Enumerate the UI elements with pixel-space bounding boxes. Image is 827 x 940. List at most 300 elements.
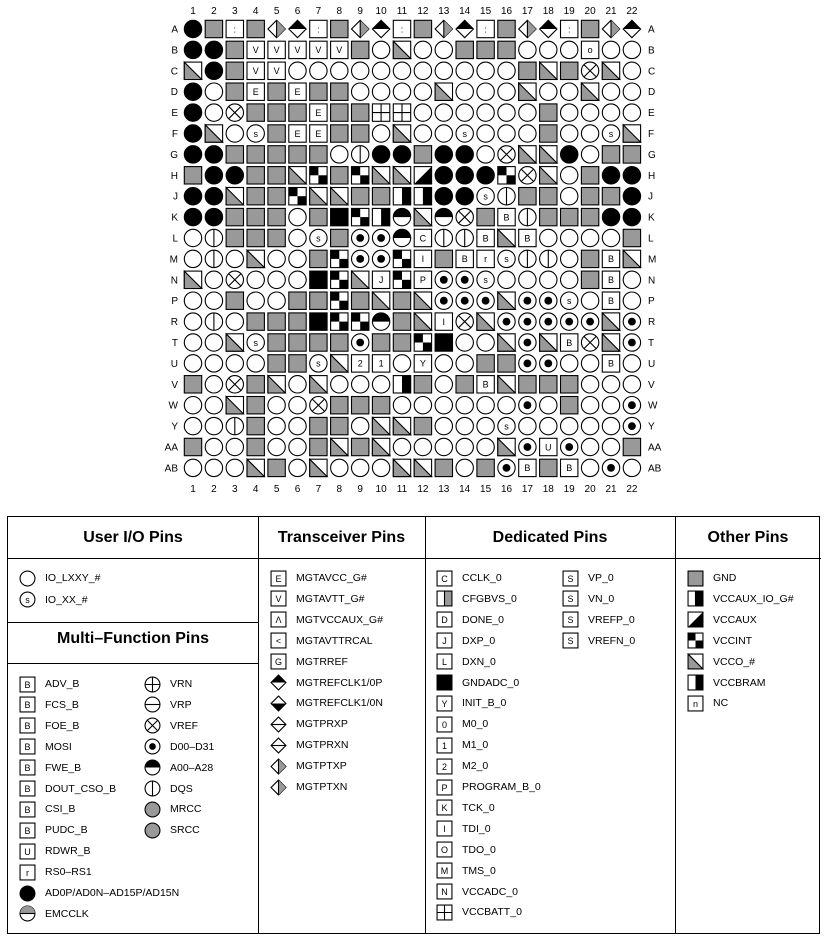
row-label-right: B [648, 45, 655, 57]
pin-AA8 [331, 438, 348, 455]
svg-text:U: U [24, 846, 31, 857]
svg-text::: : [484, 24, 487, 35]
pin-U20 [581, 355, 598, 372]
svg-text::: : [233, 24, 237, 35]
pin-P20 [581, 292, 598, 309]
pin-D2 [205, 83, 222, 100]
pin-H22 [623, 167, 640, 184]
pin-T15 [477, 334, 494, 351]
pin-C1 [184, 62, 201, 79]
pin-L1 [184, 229, 201, 246]
pin-W1 [184, 397, 201, 414]
pin-G5 [268, 146, 285, 163]
legend-label: VCCINT [713, 634, 753, 647]
pin-C22 [623, 62, 640, 79]
pin-P16 [498, 292, 515, 309]
svg-text:s: s [504, 421, 509, 432]
pin-H4 [247, 167, 264, 184]
pin-N7 [310, 271, 327, 288]
pin-J18 [540, 188, 557, 205]
pin-A8 [331, 20, 348, 37]
svg-text:B: B [24, 741, 31, 752]
box-black-icon [436, 674, 453, 691]
pin-G6 [289, 146, 306, 163]
svg-text:<: < [275, 635, 282, 646]
col-label-bottom: 17 [521, 483, 533, 495]
pin-AA11 [393, 438, 410, 455]
pin-E22 [623, 104, 640, 121]
row-label-left: G [170, 149, 178, 161]
legend-entry [436, 633, 495, 649]
legend-label: FCS_B [45, 698, 79, 711]
pin-R6 [289, 313, 306, 330]
pin-K10 [372, 208, 389, 225]
svg-text:2: 2 [441, 761, 448, 772]
pin-AB13 [435, 459, 452, 476]
legend-label: MRCC [170, 803, 202, 816]
pin-AB4 [247, 459, 264, 476]
legend-entry [270, 591, 364, 607]
box-K-icon [436, 799, 453, 816]
pin-C2 [205, 62, 222, 79]
legend-entry [270, 654, 348, 670]
row-label-left: B [171, 45, 178, 57]
pin-T12 [414, 334, 431, 351]
pin-AA7 [310, 438, 327, 455]
col-label-bottom: 12 [417, 483, 429, 495]
pin-W8 [331, 397, 348, 414]
pin-D14 [456, 83, 473, 100]
svg-text:S: S [567, 594, 574, 605]
transceiver-column [258, 517, 425, 933]
pin-P3 [226, 292, 243, 309]
pin-W21 [602, 397, 619, 414]
pin-G1 [184, 146, 201, 163]
pin-F18 [540, 125, 557, 142]
pin-B19 [561, 41, 578, 58]
pin-AA22 [623, 438, 640, 455]
pin-A17 [519, 20, 536, 37]
pin-AA4 [247, 438, 264, 455]
pin-M16 [498, 250, 515, 267]
legend-label: D00–D31 [170, 740, 215, 753]
pin-F6 [289, 125, 306, 142]
row-label-right: A [648, 24, 655, 36]
legend-label: SRCC [170, 824, 200, 837]
pin-M19 [561, 250, 578, 267]
pin-D7 [310, 83, 327, 100]
pin-H9 [352, 167, 369, 184]
pin-K11 [393, 208, 410, 225]
pin-F14 [456, 125, 473, 142]
pin-U8 [331, 355, 348, 372]
col-label-top: 11 [396, 6, 408, 17]
box-B-icon [19, 759, 36, 776]
pin-V6 [289, 376, 306, 393]
pin-P8 [331, 292, 348, 309]
svg-text:E: E [315, 128, 322, 139]
svg-text:s: s [253, 337, 258, 348]
pin-U17 [519, 355, 536, 372]
gray-box-icon [687, 570, 704, 587]
svg-text::: : [317, 24, 320, 35]
pin-D17 [519, 83, 536, 100]
row-label-right: G [648, 149, 656, 161]
pin-A5 [268, 20, 285, 37]
box-B-icon [19, 780, 36, 797]
pin-B9 [352, 41, 369, 58]
pin-K8 [331, 208, 348, 225]
svg-text:B: B [461, 254, 468, 265]
pin-G15 [477, 146, 494, 163]
box-Λ-icon [270, 611, 287, 628]
svg-text:s: s [25, 594, 30, 605]
pin-AA13 [435, 438, 452, 455]
pin-W10 [372, 397, 389, 414]
box-1-icon [436, 737, 453, 754]
legend-entry [562, 591, 614, 607]
pin-L6 [289, 229, 306, 246]
pin-M18 [540, 250, 557, 267]
svg-text:E: E [294, 128, 301, 139]
pin-D16 [498, 83, 515, 100]
box-r-icon [19, 864, 36, 881]
pin-W16 [498, 397, 515, 414]
pin-G21 [602, 146, 619, 163]
col-label-top: 8 [336, 6, 343, 17]
legend-entry [19, 592, 88, 608]
row-label-right: J [648, 191, 653, 203]
legend-entry [19, 822, 88, 838]
pin-M3 [226, 250, 243, 267]
svg-text:V: V [294, 45, 301, 56]
pin-T17 [519, 334, 536, 351]
svg-text:P: P [441, 782, 448, 793]
pin-W15 [477, 397, 494, 414]
col-label-top: 10 [375, 6, 387, 17]
pin-H14 [456, 167, 473, 184]
svg-text:B: B [24, 721, 31, 732]
legend-label: IO_LXXY_# [45, 572, 101, 584]
pin-R16 [498, 313, 515, 330]
multi-function-header: Multi–Function Pins [57, 630, 209, 647]
pin-U22 [623, 355, 640, 372]
svg-text:O: O [440, 844, 449, 855]
pin-AB9 [352, 459, 369, 476]
pin-P10 [372, 292, 389, 309]
col-label-top: 1 [190, 6, 196, 17]
pin-J21 [602, 188, 619, 205]
pin-M21 [602, 250, 619, 267]
pin-R19 [561, 313, 578, 330]
legend-label: TDI_0 [462, 822, 491, 835]
col-label-top: 3 [232, 6, 238, 17]
row-label-left: V [171, 379, 178, 391]
pin-A11 [393, 20, 410, 37]
pin-B7 [310, 41, 327, 58]
pin-A10 [372, 20, 389, 37]
row-label-left: U [170, 358, 178, 370]
pin-W14 [456, 397, 473, 414]
row-label-left: H [170, 170, 178, 182]
legend-label: VCCADC_0 [462, 885, 519, 898]
legend-entry [19, 760, 81, 776]
pin-D4 [247, 83, 264, 100]
pin-A3 [226, 20, 243, 37]
pin-T21 [602, 334, 619, 351]
row-label-right: AB [648, 463, 662, 475]
svg-text:B: B [24, 783, 31, 794]
svg-text:s: s [566, 296, 572, 306]
pin-U11 [393, 355, 410, 372]
legend-entry [562, 612, 635, 628]
col-label-bottom: 11 [396, 483, 408, 495]
svg-text:E: E [252, 87, 259, 97]
legend-label: VCCO_# [713, 655, 756, 668]
pin-E17 [519, 104, 536, 121]
pin-M2 [205, 250, 222, 267]
pin-K17 [519, 208, 536, 225]
row-label-right: T [648, 338, 655, 349]
pin-W6 [289, 397, 306, 414]
svg-text:B: B [24, 679, 31, 690]
pin-J6 [289, 188, 306, 205]
svg-text::: : [400, 24, 404, 35]
pin-W7 [310, 397, 327, 414]
pin-F11 [393, 125, 410, 142]
legend-entry [19, 843, 91, 859]
pin-C18 [540, 62, 557, 79]
pin-J9 [352, 188, 369, 205]
pin-P12 [414, 292, 431, 309]
pin-A9 [352, 20, 369, 37]
pin-V10 [372, 376, 389, 393]
box-D-icon [436, 611, 453, 628]
pin-J13 [435, 188, 452, 205]
pin-Y7 [310, 417, 327, 434]
pin-C11 [393, 62, 410, 79]
col-label-top: 19 [563, 6, 575, 17]
col-label-bottom: 9 [357, 483, 363, 495]
pin-K7 [310, 208, 327, 225]
pin-F9 [352, 125, 369, 142]
pin-J8 [331, 188, 348, 205]
pin-K12 [414, 208, 431, 225]
pin-W2 [205, 397, 222, 414]
pin-T5 [268, 334, 285, 351]
box-V-icon [270, 590, 287, 607]
legend-label: VREF [170, 719, 199, 732]
pin-P1 [184, 292, 201, 309]
legend-label: FOE_B [45, 719, 80, 732]
pin-A16 [498, 20, 515, 37]
pin-W13 [435, 397, 452, 414]
dedicated-column [425, 517, 675, 933]
svg-text:E: E [294, 87, 301, 97]
pin-W11 [393, 397, 410, 414]
pin-AA10 [372, 438, 389, 455]
pin-C13 [435, 62, 452, 79]
legend-label: VRN [170, 678, 193, 690]
pin-C4 [247, 62, 264, 79]
row-label-right: U [648, 358, 656, 370]
svg-text:2: 2 [357, 358, 363, 369]
box-half-gray-icon [687, 590, 704, 607]
pin-P13 [435, 292, 452, 309]
row-label-left: P [171, 296, 178, 308]
pin-A15 [477, 20, 494, 37]
pin-C21 [602, 62, 619, 79]
svg-text:s: s [483, 275, 488, 286]
pin-D21 [602, 83, 619, 100]
pin-J12 [414, 188, 431, 205]
pin-N15 [477, 271, 494, 288]
pin-L16 [498, 229, 515, 246]
pin-R10 [372, 313, 389, 330]
pin-AB20 [581, 459, 598, 476]
pin-V17 [519, 376, 536, 393]
pin-D12 [414, 83, 431, 100]
pin-K18 [540, 208, 557, 225]
row-label-right: D [648, 87, 656, 99]
pin-P19 [561, 292, 578, 309]
pin-K13 [435, 208, 452, 225]
svg-text:B: B [503, 212, 510, 223]
pin-M8 [331, 250, 348, 267]
pin-K14 [456, 208, 473, 225]
svg-text::: : [567, 24, 571, 35]
pin-P18 [540, 292, 557, 309]
row-label-left: W [168, 400, 178, 412]
legend-entry [436, 758, 488, 774]
pin-P17 [519, 292, 536, 309]
pin-R20 [581, 313, 598, 330]
pin-C20 [581, 62, 598, 79]
pin-H11 [393, 167, 410, 184]
col-label-top: 18 [542, 6, 554, 17]
pin-L14 [456, 229, 473, 246]
box-2-icon [436, 758, 453, 775]
pin-U5 [268, 355, 285, 372]
pin-R2 [205, 313, 222, 330]
pin-C7 [310, 62, 327, 79]
col-label-bottom: 13 [438, 483, 450, 495]
pin-R7 [310, 313, 327, 330]
pin-T9 [352, 334, 369, 351]
svg-text:U: U [545, 442, 552, 453]
pin-AA16 [498, 438, 515, 455]
pin-G2 [205, 146, 222, 163]
legend-entry [436, 842, 496, 858]
pin-L12 [414, 229, 431, 246]
pin-AB8 [331, 459, 348, 476]
box-plus-icon [436, 904, 453, 921]
pin-F15 [477, 125, 494, 142]
row-label-left: J [173, 191, 178, 203]
pin-F2 [205, 125, 222, 142]
pin-V14 [456, 376, 473, 393]
pin-C9 [352, 62, 369, 79]
row-label-right: F [648, 129, 655, 140]
col-label-bottom: 14 [459, 483, 471, 495]
pin-F21 [602, 125, 619, 142]
pin-W9 [352, 397, 369, 414]
pin-F13 [435, 125, 452, 142]
pin-AA6 [289, 438, 306, 455]
row-label-left: M [169, 254, 178, 266]
pin-D9 [352, 83, 369, 100]
pin-R21 [602, 313, 619, 330]
pin-P15 [477, 292, 494, 309]
legend-entry [19, 739, 72, 755]
svg-text:B: B [607, 296, 615, 306]
pin-U12 [414, 355, 431, 372]
pin-G11 [393, 146, 410, 163]
pin-Y3 [226, 417, 243, 434]
row-label-right: L [648, 233, 654, 245]
pin-B12 [414, 41, 431, 58]
pin-T18 [540, 334, 557, 351]
pin-P22 [623, 292, 640, 309]
half-circle-icon [144, 759, 161, 776]
row-label-left: R [170, 317, 178, 329]
legend-label: M0_0 [462, 718, 489, 731]
legend-label: AD0P/AD0N–AD15P/AD15N [45, 887, 180, 899]
pin-T8 [331, 334, 348, 351]
pin-J10 [372, 188, 389, 205]
pin-M17 [519, 250, 536, 267]
pin-N5 [268, 271, 285, 288]
legend-entry [270, 695, 383, 711]
legend-entry [436, 821, 491, 837]
pin-AA12 [414, 438, 431, 455]
svg-text:N: N [441, 886, 448, 897]
svg-text:B: B [24, 825, 31, 836]
pin-B4 [247, 41, 264, 58]
svg-text:s: s [608, 128, 614, 139]
svg-text:0: 0 [441, 719, 448, 730]
pin-T11 [393, 334, 410, 351]
pin-C14 [456, 62, 473, 79]
pin-J4 [247, 188, 264, 205]
pin-D6 [289, 83, 306, 100]
pin-AB7 [310, 459, 327, 476]
row-label-right: C [648, 66, 656, 78]
pin-Y22 [623, 417, 640, 434]
col-label-top: 4 [252, 6, 259, 17]
pin-T7 [310, 334, 327, 351]
col-label-bottom: 19 [563, 483, 575, 495]
svg-text:D: D [441, 615, 448, 626]
col-label-top: 6 [294, 6, 301, 17]
pin-B6 [289, 41, 306, 58]
row-label-left: A [171, 24, 178, 36]
pin-R1 [184, 313, 201, 330]
pin-H5 [268, 167, 285, 184]
pin-M1 [184, 250, 201, 267]
pin-N12 [414, 271, 431, 288]
pin-F12 [414, 125, 431, 142]
pin-M22 [623, 250, 640, 267]
svg-text:V: V [273, 66, 280, 77]
pin-N10 [372, 271, 389, 288]
pin-U13 [435, 355, 452, 372]
box-B-icon [19, 738, 36, 755]
svg-text:K: K [441, 803, 448, 814]
svg-text:M: M [440, 865, 449, 876]
svg-text:1: 1 [441, 740, 448, 751]
svg-text:s: s [253, 128, 258, 139]
